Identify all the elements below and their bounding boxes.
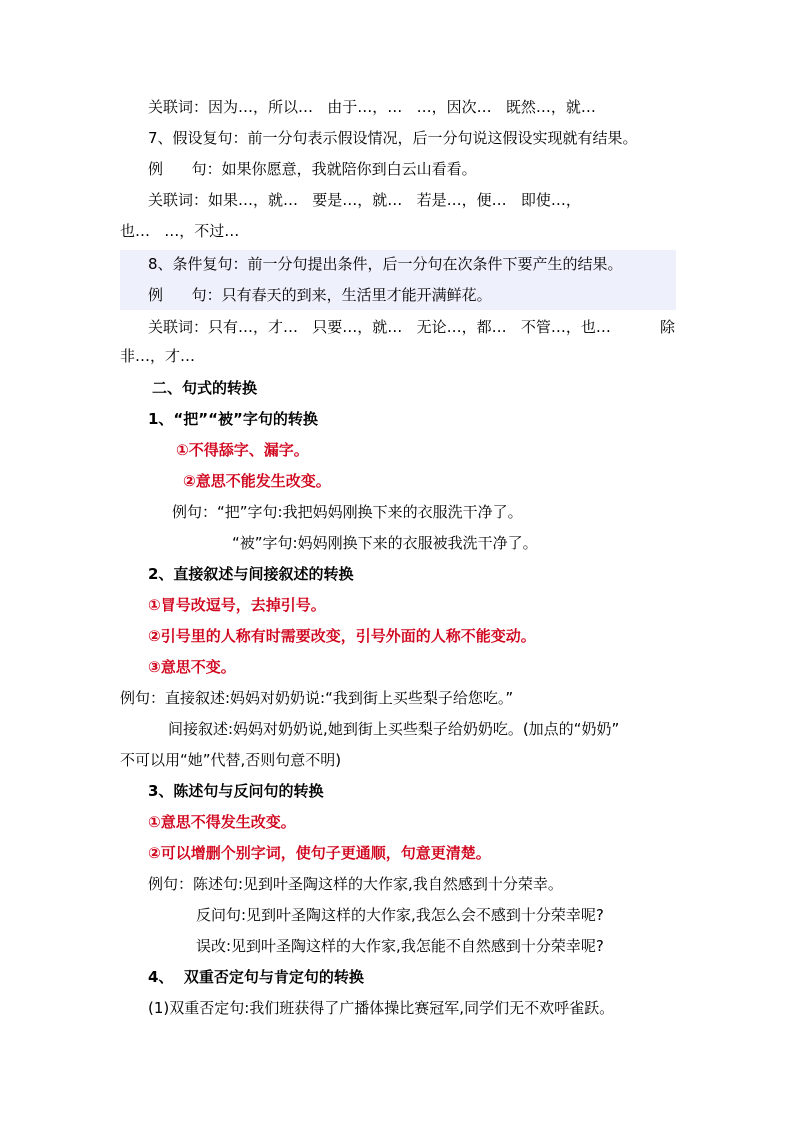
conjunctions-causal: 关联词：因为…，所以… 由于…，… …，因次… 既然…，就…	[148, 98, 596, 116]
conjunctions-hypothetical: 关联词：如果…，就… 要是…，就… 若是…，便… 即使…，	[148, 191, 581, 209]
hypothetical-complex-sentence: 7、假设复句：前一分句表示假设情况，后一分句说这假设实现就有结果。	[148, 129, 638, 147]
conditional-example: 例 句：只有春天的到来，生活里才能开满鲜花。	[148, 286, 492, 304]
conjunctions-conditional-end: 除	[660, 318, 676, 336]
section-heading-sentence-conversion: 二、句式的转换	[152, 379, 258, 397]
rule-no-missing-words: ①不得舔字、漏字。	[176, 441, 309, 459]
conjunctions-hypothetical-cont: 也… …，不过…	[120, 222, 240, 240]
example-indirect-speech: 间接叙述:妈妈对奶奶说,她到街上买些梨子给奶奶吃。(加点的“奶奶”	[168, 720, 620, 738]
conjunctions-conditional-cont: 非…，才…	[120, 347, 196, 365]
rule-person-change: ②引号里的人称有时需要改变，引号外面的人称不能变动。	[148, 627, 536, 645]
example-double-negative: (1)双重否定句:我们班获得了广播体操比赛冠军,同学们无不欢呼雀跃。	[148, 999, 615, 1017]
subheading-direct-indirect: 2、直接叙述与间接叙述的转换	[148, 565, 354, 583]
example-bei-sentence: “被”字句:妈妈刚换下来的衣服被我洗干净了。	[232, 534, 538, 552]
rule-meaning-not-changed: ①意思不得发生改变。	[148, 813, 296, 831]
example-indirect-speech-cont: 不可以用“她”代替,否则句意不明)	[120, 751, 342, 769]
subheading-declarative-rhetorical: 3、陈述句与反问句的转换	[148, 782, 324, 800]
subheading-ba-bei: 1、“把”“被”字句的转换	[148, 410, 318, 428]
example-ba-sentence: 例句：“把”字句:我把妈妈刚换下来的衣服洗干净了。	[172, 503, 523, 521]
example-wrong-change: 误改:见到叶圣陶这样的大作家,我怎能不自然感到十分荣幸呢?	[196, 937, 604, 955]
example-direct-speech: 例句：直接叙述:妈妈对奶奶说:“我到街上买些梨子给您吃。”	[120, 689, 514, 707]
subheading-double-negative: 4、 双重否定句与肯定句的转换	[148, 968, 364, 986]
rule-meaning-unchanged: ②意思不能发生改变。	[183, 472, 331, 490]
hypothetical-example: 例 句：如果你愿意，我就陪你到白云山看看。	[148, 160, 477, 178]
example-declarative: 例句：陈述句:见到叶圣陶这样的大作家,我自然感到十分荣幸。	[148, 875, 563, 893]
rule-meaning-same: ③意思不变。	[148, 658, 236, 676]
rule-add-remove-words: ②可以增删个别字词，使句子更通顺，句意更清楚。	[148, 844, 491, 862]
conditional-complex-sentence: 8、条件复句：前一分句提出条件，后一分句在次条件下要产生的结果。	[148, 255, 623, 273]
conjunctions-conditional: 关联词：只有…，才… 只要…，就… 无论…，都… 不管…，也…	[148, 318, 611, 336]
example-rhetorical: 反问句:见到叶圣陶这样的大作家,我怎么会不感到十分荣幸呢?	[196, 906, 604, 924]
rule-colon-to-comma: ①冒号改逗号，去掉引号。	[148, 596, 326, 614]
